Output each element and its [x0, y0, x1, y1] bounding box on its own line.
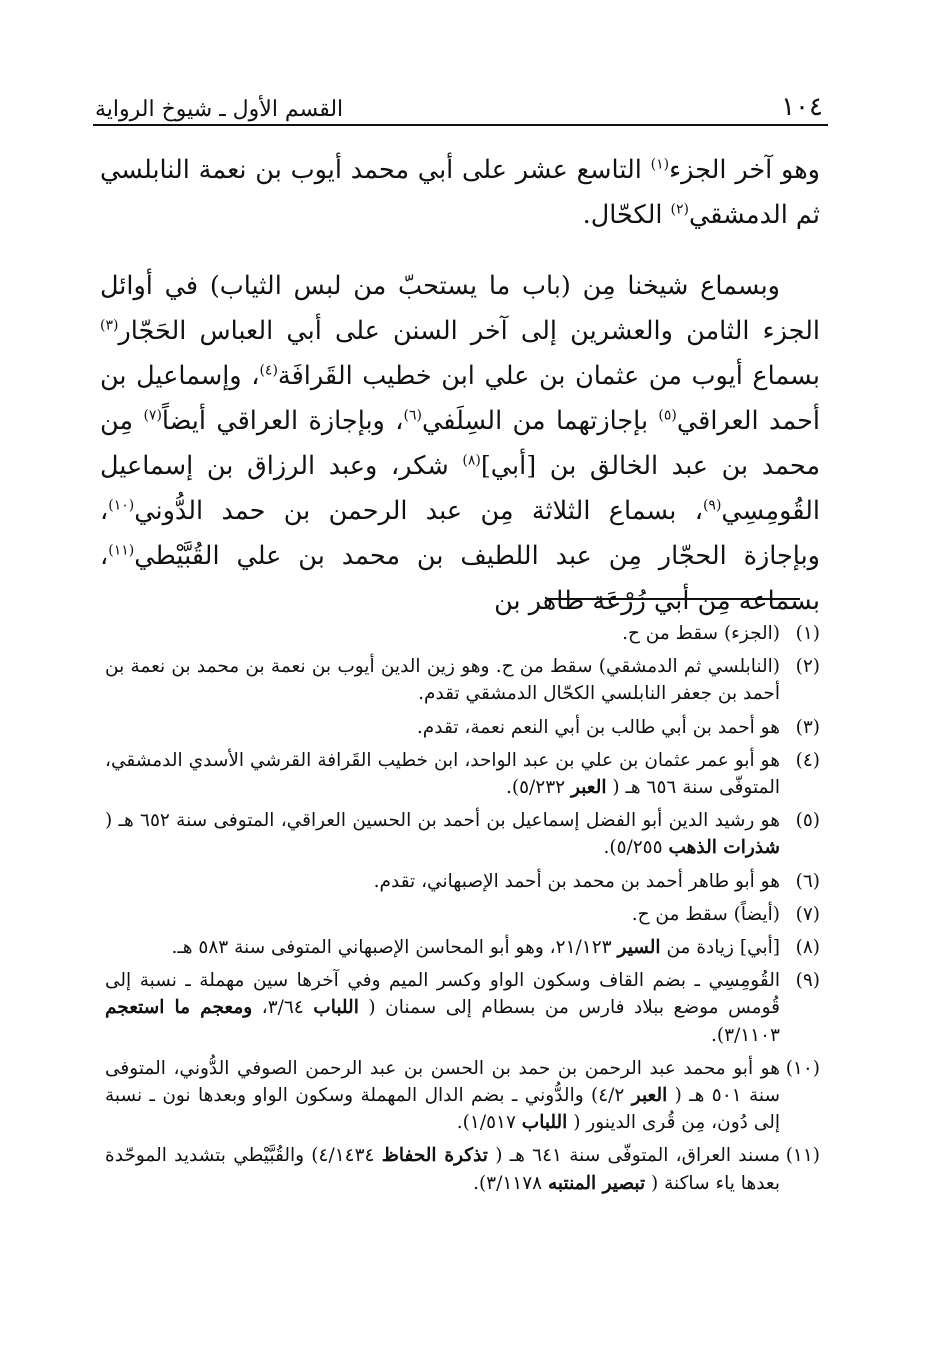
- footnote-ref: (١١): [108, 542, 135, 559]
- footnote-number: (٩): [795, 970, 820, 992]
- footnote-text: [105, 1055, 780, 1137]
- footnote-ref: (٢): [670, 201, 690, 218]
- section-title: القسم الأول ـ شيوخ الرواية: [95, 97, 344, 122]
- footnote: [105, 868, 820, 895]
- text-run: [أبي] زيادة من: [660, 937, 780, 959]
- footnote: [105, 714, 820, 741]
- source-title: العبر: [571, 777, 607, 799]
- footnote-text: [105, 1142, 780, 1196]
- footnote-ref: (٨): [462, 452, 481, 469]
- footnote-text: [105, 653, 780, 707]
- footnote: [105, 967, 820, 1049]
- footnote: [105, 1055, 820, 1137]
- text-run: هو أبو محمد عبد الرحمن بن حمد بن الحسن بن عبد الرحمن الصوفي الدُّوني، المتوفى سنة ٥٠١ هـ (: [105, 1057, 780, 1107]
- footnote-number: (٣): [795, 716, 820, 738]
- paragraph-1: [100, 148, 820, 238]
- text-run: شكر، وعبد الرزاق بن إسماعيل القُومِسِي: [100, 451, 820, 526]
- footnote-number: (٨): [795, 937, 820, 959]
- source-title: تذكرة الحفاظ: [381, 1145, 488, 1167]
- text-run: ٣/١١٠٣).: [710, 1024, 780, 1046]
- text-run: وبسماع شيخنا مِن (باب ما يستحبّ من لبس الثياب) في أوائل الجزء الثامن والعشرين إلى آخر السنن على أبي العباس الحَجّار: [100, 271, 820, 346]
- text-run: هو أبو طاهر أحمد بن محمد بن أحمد الإصبهاني، تقدم.: [373, 870, 780, 892]
- text-run: ٤/١٤٣٤) والقُبَّيْطي بتشديد الموحّدة بعدها ياء ساكنة (: [105, 1145, 780, 1194]
- footnote-ref: (٧): [143, 407, 162, 424]
- footnote: [105, 653, 820, 707]
- header-rule: [93, 124, 828, 126]
- text-run: ، بسماع الثلاثة مِن عبد الرحمن بن حمد الدُّوني: [134, 496, 703, 526]
- footnote-ref: (١٠): [108, 497, 135, 514]
- text-run: ٥/٢٥٥).: [603, 837, 669, 859]
- footnote-number: (٦): [795, 870, 820, 892]
- source-title: اللباب: [313, 997, 359, 1019]
- footnote-rule: [548, 598, 800, 600]
- text-run: ٢١/١٢٣، وهو أبو المحاسن الإصبهاني المتوفى سنة ٥٨٣ هـ.: [171, 937, 618, 959]
- footnote-text: [105, 868, 780, 895]
- footnote-number: (١١): [785, 1145, 820, 1167]
- main-text: [100, 148, 820, 624]
- footnotes: [105, 620, 820, 1197]
- footnote-number: (٥): [795, 810, 820, 832]
- text-run: ، بسماعه مِن أبي زُرْعَة طاهر بن: [100, 541, 820, 616]
- footnote-text: [105, 807, 780, 861]
- footnote-ref: (٩): [702, 497, 722, 514]
- footnote-text: [105, 901, 780, 928]
- text-run: الكحّال.: [582, 200, 671, 230]
- text-run: (النابلسي ثم الدمشقي) سقط من ح. وهو زين الدين أيوب بن نعمة بن محمد بن نعمة بن أحمد بن جعفر النابلسي الكحّال الدمشقي تقدم.: [105, 656, 780, 705]
- footnote-number: (١٠): [785, 1057, 820, 1079]
- text-run: (أيضاً) سقط من ح.: [631, 903, 780, 925]
- text-run: مسند العراق، المتوفّى سنة ٦٤١ هـ (: [487, 1145, 780, 1167]
- footnote: [105, 807, 820, 861]
- source-title: السير: [617, 937, 661, 959]
- footnote-number: (١): [795, 623, 820, 644]
- footnote-number: (٢): [795, 656, 820, 678]
- footnote-ref: (١): [650, 156, 670, 173]
- footnote-text: [105, 967, 780, 1049]
- running-header: [95, 82, 823, 122]
- source-title: شذرات الذهب: [668, 837, 780, 859]
- footnote-ref: (٥): [658, 407, 677, 424]
- footnote: [105, 1142, 820, 1196]
- footnote-number: (٧): [795, 903, 820, 925]
- text-run: هو رشيد الدين أبو الفضل إسماعيل بن أحمد بن الحسين العراقي، المتوفى سنة ٦٥٢ هـ (: [105, 810, 780, 832]
- text-run: بسماع أيوب من عثمان بن علي ابن خطيب القَرافَة: [277, 361, 821, 391]
- text-run: ، وبإجازة الحجّار مِن عبد اللطيف بن محمد بن علي القُبَّيْطي: [100, 496, 820, 571]
- text-run: ٤/٢) والدُّوني ـ بضم الدال المهملة وسكون الواو وبعدها نون ـ نسبة إلى دُون، مِن قُرى الدينور (: [105, 1085, 780, 1134]
- source-title: اللباب: [521, 1112, 568, 1134]
- text-run: ٣/٦٤،: [252, 997, 314, 1019]
- text-run: ، وإسماعيل بن أحمد العراقي: [100, 361, 820, 436]
- source-title: ومعجم ما استعجم: [105, 997, 253, 1019]
- footnote: [105, 901, 820, 928]
- text-run: هو أحمد بن أبي طالب بن أبي النعم نعمة، تقدم.: [416, 716, 780, 738]
- footnote-text: [105, 934, 780, 961]
- footnote-text: [105, 620, 780, 647]
- footnote: [105, 747, 820, 801]
- text-run: التاسع عشر على أبي محمد أيوب بن نعمة النابلسي ثم الدمشقي: [100, 155, 820, 230]
- footnote: [105, 620, 820, 647]
- text-run: ، وبإجازة العراقي أيضاً: [161, 406, 404, 436]
- page-number: ١٠٤: [781, 92, 823, 122]
- footnote-number: (٤): [795, 749, 820, 771]
- text-run: وهو آخر الجزء: [669, 155, 820, 185]
- text-run: القُومِسِي ـ بضم القاف وسكون الواو وكسر الميم وفي آخرها سين مهملة ـ نسبة إلى قُومس موضع ببلاد فارس من بسطام إلى سمنان (: [105, 970, 780, 1019]
- text-run: (الجزء) سقط من ح.: [622, 623, 780, 644]
- text-run: بإجازتهما من السِلَفي: [421, 406, 659, 436]
- paragraph-2: [100, 264, 820, 624]
- footnote-ref: (٦): [403, 407, 422, 424]
- text-run: مِن محمد بن عبد الخالق بن [أبي]: [100, 406, 821, 481]
- source-title: تبصير المنتبه: [547, 1172, 646, 1194]
- text-run: ٣/١١٧٨).: [473, 1172, 548, 1194]
- footnote-text: [105, 714, 780, 741]
- footnote-ref: (٣): [100, 317, 119, 334]
- text-run: ١/٥١٧).: [456, 1112, 522, 1134]
- footnote: [105, 934, 820, 961]
- footnote-ref: (٤): [259, 362, 278, 379]
- source-title: العبر: [631, 1085, 668, 1107]
- footnote-text: [105, 747, 780, 801]
- text-run: هو أبو عمر عثمان بن علي بن عبد الواحد، ابن خطيب القَرافة القرشي الأسدي الدمشقي، المتوفّى سنة ٦٥٦ هـ (: [105, 749, 780, 799]
- text-run: ٥/٢٣٢).: [506, 777, 571, 799]
